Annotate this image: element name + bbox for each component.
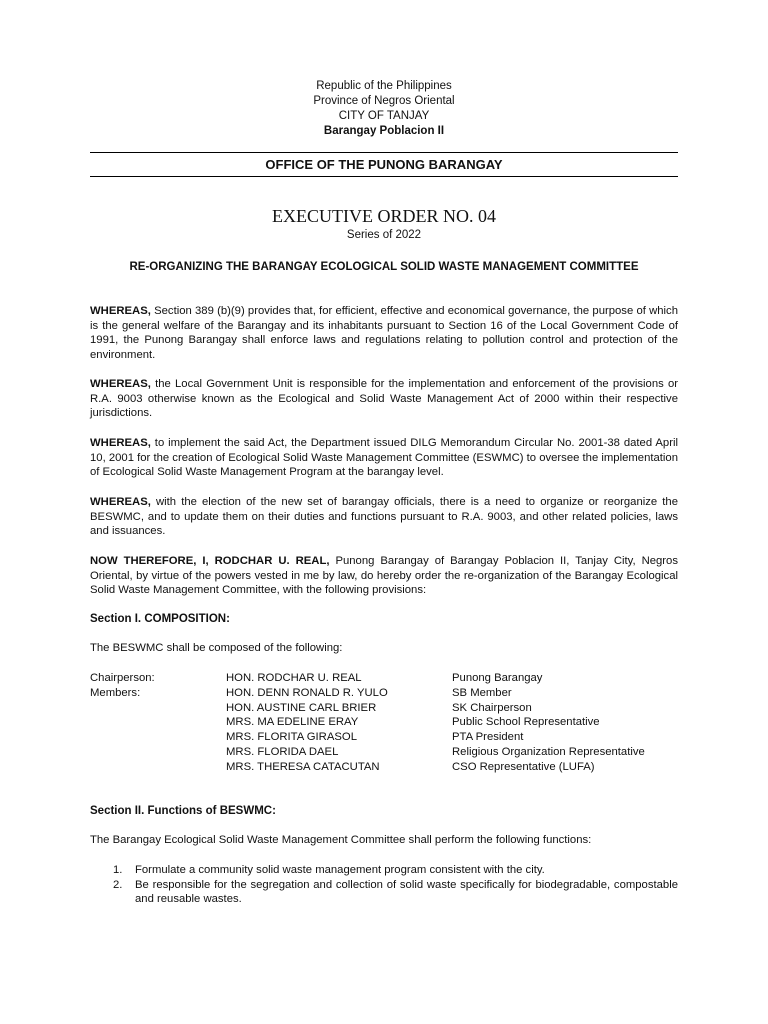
role-cell — [90, 730, 226, 745]
letterhead-province: Province of Negros Oriental — [313, 95, 455, 107]
table-row — [90, 686, 692, 701]
whereas-paragraph-2 — [90, 377, 678, 421]
section-1-intro: The BESWMC shall be composed of the following: — [90, 642, 343, 654]
role-cell: Members: — [90, 686, 141, 699]
whereas-lead: WHEREAS, — [90, 437, 151, 449]
whereas-paragraph-3 — [90, 436, 678, 480]
whereas-text: the Local Government Unit is responsible for the implementation and enforcement of the provisions or R.A. 9003 otherwise known as the Ecological and Solid Waste Management Act of 2000 within their respective jurisdictions. — [90, 378, 678, 420]
office-banner: OFFICE OF THE PUNONG BARANGAY — [90, 152, 678, 177]
role-cell — [90, 701, 226, 716]
list-item — [90, 863, 678, 878]
whereas-text: Section 389 (b)(9) provides that, for efficient, effective and economical governance, the purpose of which is the general welfare of the Barangay and its inhabitants pursuant to Section 16 of the Local Government Code of 1991, the Punong Barangay shall enforce laws and regulations relating to pollution control and protection of the environment. — [90, 305, 678, 362]
role-cell: Chairperson: — [90, 672, 155, 684]
letterhead-barangay: Barangay Poblacion II — [323, 125, 445, 137]
composition-table — [90, 671, 692, 775]
whereas-lead: WHEREAS, — [90, 496, 151, 508]
name-cell: HON. RODCHAR U. REAL — [226, 672, 362, 684]
name-cell: MRS. MA EDELINE ERAY — [226, 716, 359, 729]
whereas-paragraph-1 — [90, 304, 678, 363]
name-cell: HON. DENN RONALD R. YULO — [226, 686, 388, 699]
order-title: EXECUTIVE ORDER NO. 04 — [272, 206, 496, 226]
table-row — [90, 760, 692, 775]
table-row — [90, 745, 692, 760]
position-cell: CSO Representative (LUFA) — [452, 760, 595, 773]
name-cell: MRS. FLORIDA DAEL — [226, 745, 339, 758]
section-1-heading: Section I. COMPOSITION: — [90, 613, 230, 625]
position-cell: Punong Barangay — [452, 672, 543, 684]
position-cell: PTA President — [452, 731, 524, 744]
position-cell: Public School Representative — [452, 716, 600, 729]
position-cell: SB Member — [452, 686, 512, 699]
whereas-paragraph-4 — [90, 495, 678, 539]
list-number: 1. — [113, 864, 123, 876]
position-cell: SK Chairperson — [452, 701, 532, 714]
order-series: Series of 2022 — [346, 229, 422, 241]
now-therefore-paragraph — [90, 554, 678, 598]
letterhead-country: Republic of the Philippines — [316, 80, 452, 92]
table-row — [90, 701, 692, 716]
letterhead — [0, 79, 768, 139]
whereas-lead: WHEREAS, — [90, 378, 151, 390]
letterhead-city: CITY OF TANJAY — [338, 110, 430, 122]
list-text: Formulate a community solid waste management program consistent with the city. — [135, 864, 545, 876]
whereas-text: to implement the said Act, the Department issued DILG Memorandum Circular No. 2001-38 dated April 10, 2001 for the creation of Ecological Solid Waste Management Committee (ESWMC) to oversee the implementation of Ecological Solid Waste Management Program at the barangay level. — [90, 437, 678, 479]
section-2-heading: Section II. Functions of BESWMC: — [90, 805, 276, 817]
now-therefore-text: Punong Barangay of Barangay Poblacion II, Tanjay City, Negros Oriental, by virtue of the powers vested in me by law, do hereby order the re-organization of the Barangay Ecological Solid Waste Management Committee, with the following provisions: — [90, 555, 678, 597]
table-row — [90, 715, 692, 730]
role-cell — [90, 745, 226, 760]
whereas-text: with the election of the new set of barangay officials, there is a need to organize or reorganize the BESWMC, and to update them on their duties and functions pursuant to R.A. 9003, and other related policies, laws and issuances. — [90, 496, 678, 538]
functions-list — [90, 863, 678, 907]
role-cell — [90, 715, 226, 730]
whereas-lead: WHEREAS, — [90, 305, 151, 317]
position-cell: Religious Organization Representative — [452, 745, 645, 758]
order-subject: RE-ORGANIZING THE BARANGAY ECOLOGICAL SOLID WASTE MANAGEMENT COMMITTEE — [129, 261, 639, 273]
table-row — [90, 671, 692, 686]
list-number: 2. — [113, 878, 123, 891]
list-text: Be responsible for the segregation and collection of solid waste specifically for biodegradable, compostable and reusable wastes. — [135, 878, 678, 906]
role-cell — [90, 760, 226, 775]
table-row — [90, 730, 692, 745]
name-cell: HON. AUSTINE CARL BRIER — [226, 701, 377, 714]
name-cell: MRS. THERESA CATACUTAN — [226, 760, 380, 773]
list-item — [90, 878, 678, 907]
section-2-intro: The Barangay Ecological Solid Waste Management Committee shall perform the following functions: — [90, 834, 592, 846]
now-therefore-lead: NOW THEREFORE, I, RODCHAR U. REAL, — [90, 555, 330, 567]
name-cell: MRS. FLORITA GIRASOL — [226, 731, 357, 744]
